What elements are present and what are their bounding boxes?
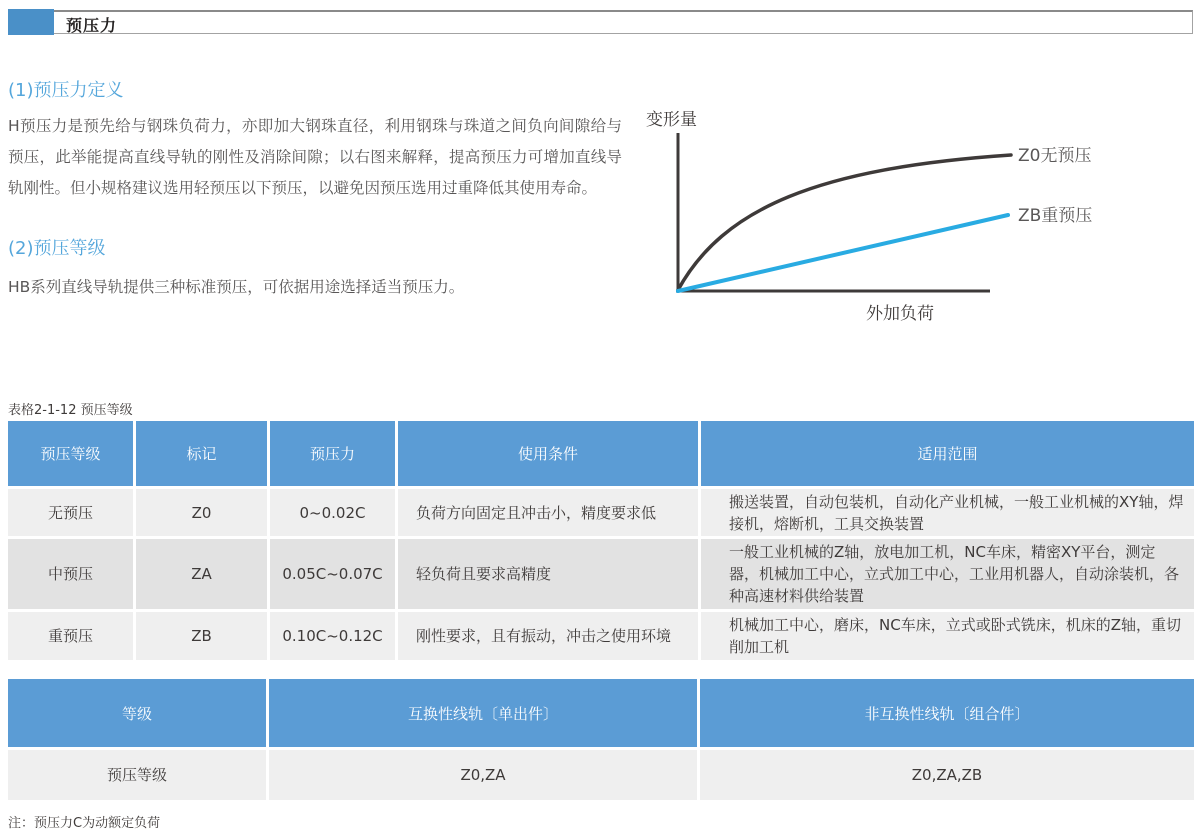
section-2-heading: (2)预压等级 xyxy=(8,238,106,259)
preload-grade-table xyxy=(8,421,1194,660)
table-cell-preload: 0~0.02C xyxy=(270,489,395,536)
chart-series-z0-label: Z0无预压 xyxy=(1018,146,1092,166)
title-accent-square xyxy=(8,9,54,35)
chart-x-axis-label: 外加负荷 xyxy=(866,304,934,324)
table-cell-application: 机械加工中心，磨床，NC车床，立式或卧式铣床，机床的Z轴，重切削加工机 xyxy=(701,612,1194,660)
table-cell-mark: ZA xyxy=(136,539,267,609)
table-cell-grade: 预压等级 xyxy=(8,750,266,800)
table-cell-application: 一般工业机械的Z轴，放电加工机，NC车床，精密XY平台，测定器，机械加工中心，立式加工中心，工业用机器人，自动涂装机，各种高速材料供给装置 xyxy=(701,539,1194,609)
table-cell-condition: 轻负荷且要求高精度 xyxy=(398,539,698,609)
table2-header-interchangeable: 互换性线轨〔单出件〕 xyxy=(269,679,697,747)
table-cell-condition: 刚性要求，且有振动，冲击之使用环境 xyxy=(398,612,698,660)
table-cell-application: 搬送装置，自动包装机，自动化产业机械，一般工业机械的XY轴，焊接机，熔断机，工具交换装置 xyxy=(701,489,1194,536)
table1-header-preload: 预压力 xyxy=(270,421,395,486)
table1-header-grade: 预压等级 xyxy=(8,421,133,486)
table-cell-grade: 中预压 xyxy=(8,539,133,609)
section-1-heading: (1)预压力定义 xyxy=(8,80,124,101)
definition-section xyxy=(8,76,622,303)
table1-header-condition: 使用条件 xyxy=(398,421,698,486)
table1-caption: 表格2-1-12 预压等级 xyxy=(8,403,133,418)
table-cell-grade: 无预压 xyxy=(8,489,133,536)
table-cell-condition: 负荷方向固定且冲击小，精度要求低 xyxy=(398,489,698,536)
section-2-body: HB系列直线导轨提供三种标准预压，可依据用途选择适当预压力。 xyxy=(8,278,465,296)
table2-header-non-interchangeable: 非互换性线轨〔组合件〕 xyxy=(700,679,1194,747)
chart-series-zb-line xyxy=(678,215,1008,291)
table1-header-application: 适用范围 xyxy=(701,421,1194,486)
table-cell-interchangeable: Z0,ZA xyxy=(269,750,697,800)
table-cell-grade: 重预压 xyxy=(8,612,133,660)
table2-header-grade: 等级 xyxy=(8,679,266,747)
table-cell-mark: ZB xyxy=(136,612,267,660)
chart-series-zb-label: ZB重预压 xyxy=(1018,206,1093,226)
table1-header-mark: 标记 xyxy=(136,421,267,486)
interchangeability-table xyxy=(8,679,1194,800)
section-1-body: H预压力是预先给与钢珠负荷力，亦即加大钢珠直径，利用钢珠与珠道之间负向间隙给与预压，此举能提高直线导轨的刚性及消除间隙；以右图来解释，提高预压力可增加直线导轨刚性。但小规格建议选用轻预压以下预压，以避免因预压选用过重降低其使用寿命。 xyxy=(8,117,622,197)
chart-y-axis-label: 变形量 xyxy=(646,110,697,130)
footnote: 注：预压力C为动额定负荷 xyxy=(8,816,161,831)
table-cell-mark: Z0 xyxy=(136,489,267,536)
table-cell-non-interchangeable: Z0,ZA,ZB xyxy=(700,750,1194,800)
chart-series-z0-curve xyxy=(678,155,1011,290)
page-title: 预压力 xyxy=(66,16,118,35)
table-cell-preload: 0.05C~0.07C xyxy=(270,539,395,609)
preload-deformation-chart xyxy=(618,93,1193,343)
page-title-bar xyxy=(8,10,1193,34)
table-cell-preload: 0.10C~0.12C xyxy=(270,612,395,660)
